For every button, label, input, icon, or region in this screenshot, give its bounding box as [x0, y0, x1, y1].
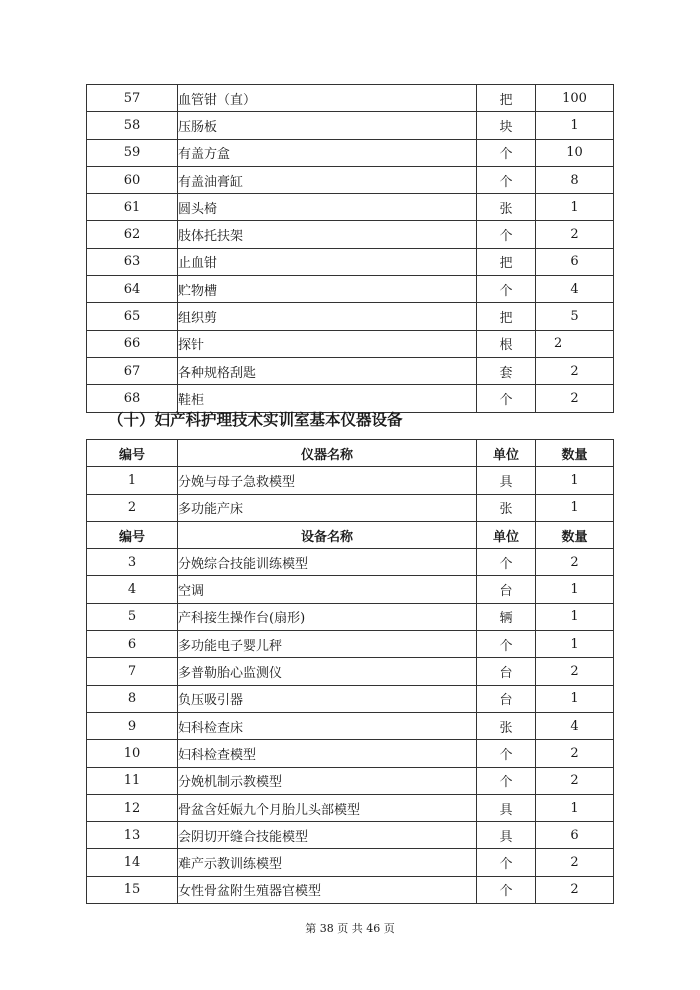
row-number: 58: [87, 112, 178, 139]
item-name: 分娩与母子急救模型: [178, 467, 477, 494]
row-number: 60: [87, 166, 178, 193]
table-row: [87, 767, 614, 794]
item-name: 产科接生操作台(扇形): [178, 603, 477, 630]
table-row: [87, 330, 614, 357]
equipment-table-continued: [86, 84, 614, 413]
item-name: 空调: [178, 576, 477, 603]
item-unit: 把: [477, 303, 536, 330]
row-number: 1: [87, 467, 178, 494]
item-name: 负压吸引器: [178, 685, 477, 712]
page-footer: 第 38 页 共 46 页: [305, 922, 395, 935]
item-quantity: 2: [536, 549, 614, 576]
item-quantity: 2: [536, 330, 614, 357]
item-name: 分娩综合技能训练模型: [178, 549, 477, 576]
header-number: 编号: [87, 521, 178, 548]
item-unit: 块: [477, 112, 536, 139]
item-unit: 张: [477, 712, 536, 739]
item-quantity: 2: [536, 876, 614, 903]
item-unit: 个: [477, 740, 536, 767]
table-header-row: [87, 440, 614, 467]
item-quantity: 1: [536, 685, 614, 712]
item-name: 有盖方盒: [178, 139, 477, 166]
item-unit: 个: [477, 385, 536, 412]
item-quantity: 4: [536, 712, 614, 739]
table-row: [87, 794, 614, 821]
table-row: [87, 494, 614, 521]
item-name: 鞋柜: [178, 385, 477, 412]
row-number: 67: [87, 357, 178, 384]
item-name: 多功能产床: [178, 494, 477, 521]
item-quantity: 1: [536, 467, 614, 494]
item-unit: 具: [477, 822, 536, 849]
row-number: 66: [87, 330, 178, 357]
table-header-row: [87, 521, 614, 548]
item-quantity: 1: [536, 794, 614, 821]
item-quantity: 2: [536, 849, 614, 876]
table-row: [87, 221, 614, 248]
header-quantity: 数量: [536, 440, 614, 467]
row-number: 14: [87, 849, 178, 876]
item-quantity: 8: [536, 166, 614, 193]
table-row: [87, 876, 614, 903]
item-unit: 台: [477, 576, 536, 603]
row-number: 4: [87, 576, 178, 603]
row-number: 11: [87, 767, 178, 794]
item-unit: 个: [477, 276, 536, 303]
table-row: [87, 631, 614, 658]
item-unit: 个: [477, 166, 536, 193]
item-quantity: 1: [536, 194, 614, 221]
item-name: 贮物槽: [178, 276, 477, 303]
item-name: 多功能电子婴儿秤: [178, 631, 477, 658]
row-number: 13: [87, 822, 178, 849]
item-unit: 张: [477, 194, 536, 221]
row-number: 68: [87, 385, 178, 412]
row-number: 65: [87, 303, 178, 330]
row-number: 5: [87, 603, 178, 630]
item-name: 有盖油膏缸: [178, 166, 477, 193]
item-name: 压肠板: [178, 112, 477, 139]
item-quantity: 1: [536, 631, 614, 658]
item-unit: 张: [477, 494, 536, 521]
item-name: 血管钳（直）: [178, 85, 477, 112]
table-row: [87, 658, 614, 685]
header-name: 仪器名称: [178, 440, 477, 467]
table-row: [87, 549, 614, 576]
header-quantity: 数量: [536, 521, 614, 548]
row-number: 59: [87, 139, 178, 166]
item-name: 会阴切开缝合技能模型: [178, 822, 477, 849]
row-number: 15: [87, 876, 178, 903]
table-row: [87, 467, 614, 494]
item-unit: 具: [477, 467, 536, 494]
item-unit: 个: [477, 767, 536, 794]
item-name: 肢体托扶架: [178, 221, 477, 248]
item-quantity: 2: [536, 767, 614, 794]
item-name: 止血钳: [178, 248, 477, 275]
row-number: 62: [87, 221, 178, 248]
row-number: 12: [87, 794, 178, 821]
item-unit: 台: [477, 685, 536, 712]
row-number: 10: [87, 740, 178, 767]
item-unit: 个: [477, 549, 536, 576]
item-name: 难产示教训练模型: [178, 849, 477, 876]
table-row: [87, 303, 614, 330]
row-number: 6: [87, 631, 178, 658]
item-unit: 个: [477, 221, 536, 248]
table-row: [87, 576, 614, 603]
table-row: [87, 603, 614, 630]
table-row: [87, 248, 614, 275]
item-unit: 套: [477, 357, 536, 384]
item-unit: 个: [477, 631, 536, 658]
item-quantity: 1: [536, 576, 614, 603]
item-unit: 把: [477, 85, 536, 112]
row-number: 9: [87, 712, 178, 739]
header-number: 编号: [87, 440, 178, 467]
item-unit: 具: [477, 794, 536, 821]
item-quantity: 2: [536, 385, 614, 412]
item-name: 女性骨盆附生殖器官模型: [178, 876, 477, 903]
row-number: 8: [87, 685, 178, 712]
row-number: 63: [87, 248, 178, 275]
item-quantity: 6: [536, 248, 614, 275]
section-heading: （十）妇产科护理技术实训室基本仪器设备: [108, 411, 403, 429]
item-name: 各种规格刮匙: [178, 357, 477, 384]
item-quantity: 1: [536, 603, 614, 630]
header-unit: 单位: [477, 440, 536, 467]
item-unit: 台: [477, 658, 536, 685]
item-name: 圆头椅: [178, 194, 477, 221]
table-row: [87, 194, 614, 221]
item-name: 骨盆含妊娠九个月胎儿头部模型: [178, 794, 477, 821]
table-row: [87, 712, 614, 739]
item-name: 妇科检查模型: [178, 740, 477, 767]
table-row: [87, 166, 614, 193]
table-row: [87, 849, 614, 876]
row-number: 64: [87, 276, 178, 303]
item-quantity: 5: [536, 303, 614, 330]
table-row: [87, 276, 614, 303]
item-quantity: 100: [536, 85, 614, 112]
item-name: 分娩机制示教模型: [178, 767, 477, 794]
item-name: 探针: [178, 330, 477, 357]
item-quantity: 1: [536, 112, 614, 139]
item-name: 多普勒胎心监测仪: [178, 658, 477, 685]
item-quantity: 1: [536, 494, 614, 521]
item-quantity: 6: [536, 822, 614, 849]
row-number: 57: [87, 85, 178, 112]
item-name: 组织剪: [178, 303, 477, 330]
item-quantity: 4: [536, 276, 614, 303]
row-number: 61: [87, 194, 178, 221]
table-row: [87, 139, 614, 166]
row-number: 7: [87, 658, 178, 685]
item-quantity: 2: [536, 658, 614, 685]
item-unit: 辆: [477, 603, 536, 630]
item-unit: 个: [477, 876, 536, 903]
row-number: 3: [87, 549, 178, 576]
item-unit: 个: [477, 139, 536, 166]
item-quantity: 2: [536, 357, 614, 384]
item-quantity: 2: [536, 740, 614, 767]
table-row: [87, 112, 614, 139]
item-unit: 个: [477, 849, 536, 876]
item-quantity: 2: [536, 221, 614, 248]
header-name: 设备名称: [178, 521, 477, 548]
table-row: [87, 685, 614, 712]
item-unit: 根: [477, 330, 536, 357]
obstetrics-equipment-table: [86, 439, 614, 904]
item-unit: 把: [477, 248, 536, 275]
table-row: [87, 357, 614, 384]
header-unit: 单位: [477, 521, 536, 548]
table-row: [87, 822, 614, 849]
item-name: 妇科检查床: [178, 712, 477, 739]
item-quantity: 10: [536, 139, 614, 166]
table-row: [87, 740, 614, 767]
table-row: [87, 85, 614, 112]
row-number: 2: [87, 494, 178, 521]
